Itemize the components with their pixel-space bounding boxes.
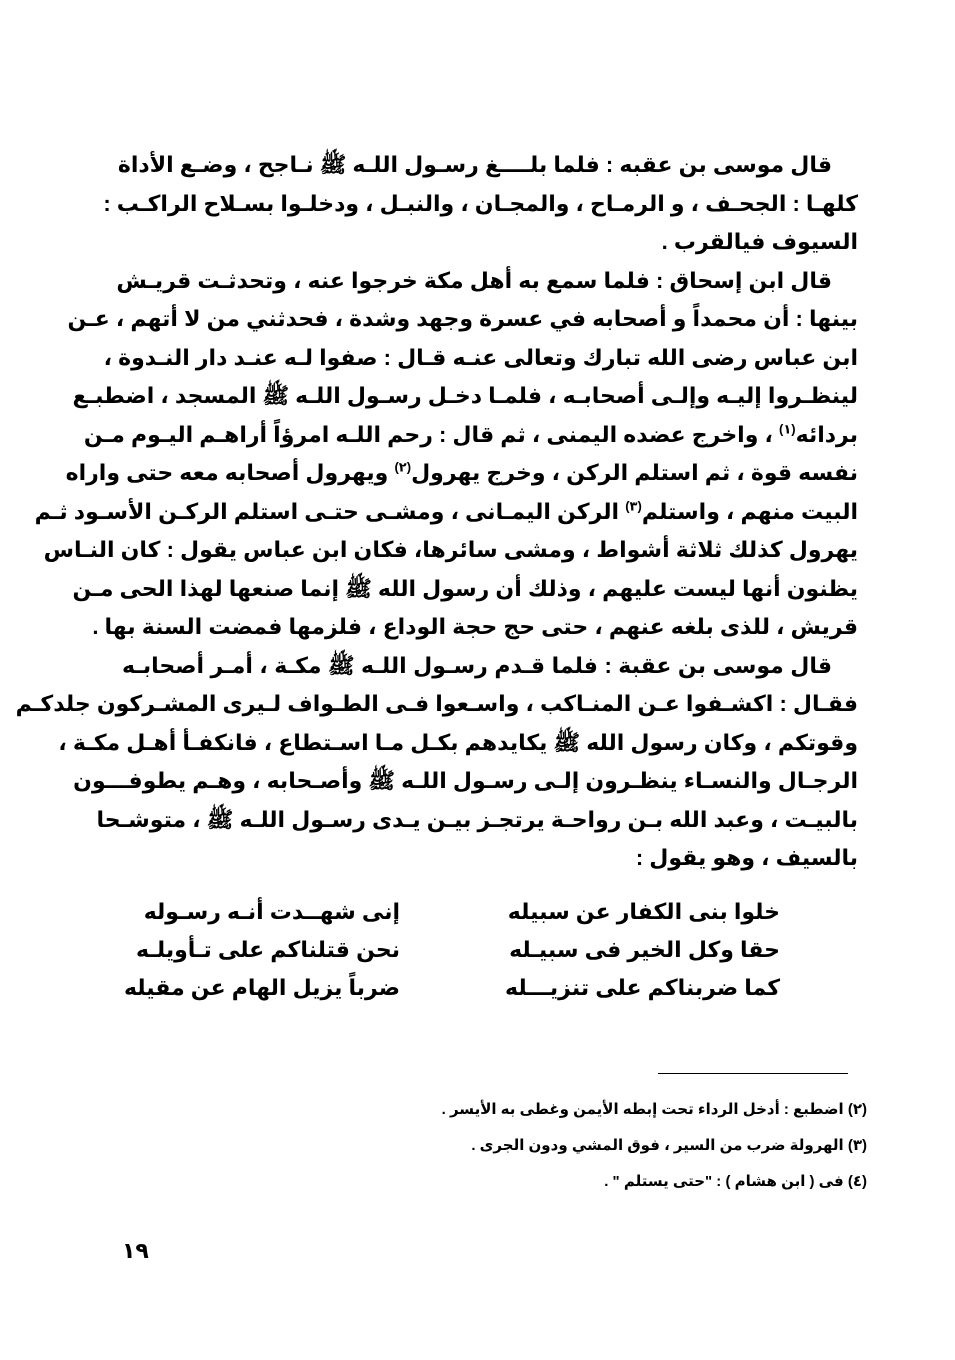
footnote-marker: (١) [778, 421, 796, 437]
body-line: يهرول كذلك ثلاثة أشواط ، ومشى سائرها، فكان ابن عباس يقول : كان النـاس [43, 537, 858, 562]
body-line: بينها : أن محمداً و أصحابه في عسرة وجهد وشدة ، فحدثني من لا أتهم ، عـن [67, 306, 858, 331]
footnote-marker: (٣) [625, 498, 642, 514]
footnotes [267, 1092, 867, 1200]
verse-first-hemistich: خلوا بنى الكفار عن سبيله [507, 899, 780, 924]
body-line: كلهـا : الجحـف ، و الرمـاح ، والمجـان ، والنبـل ، ودخلـوا بسـلاح الراكـب : [103, 190, 858, 216]
body-line: الرجـال والنسـاء ينظـرون إلـى رسـول اللـه ﷺ وأصـحابه ، وهـم يطوفـــون [73, 768, 858, 793]
verse-first-hemistich: كما ضربناكم على تنزيـــله [505, 975, 780, 1000]
body-line: قال موسى بن عقبه : فلما بلــــغ رسـول اللـه ﷺ نـاجح ، وضـع الأداة [117, 152, 832, 177]
body-line: فقـال : اكشـفوا عـن المنـاكب ، واسـعوا فـى الطـواف لـيرى المشـركون جلدكـم [15, 691, 858, 716]
body-line: قال موسى بن عقبة : فلما قـدم رسـول اللـه ﷺ مكـة ، أمـر أصحابـه [122, 652, 832, 678]
verse-line [123, 969, 780, 1007]
page-number: ١٩ [122, 1238, 149, 1263]
footnote-divider [658, 1073, 848, 1074]
body-line: قال ابن إسحاق : فلما سمع به أهل مكة خرجوا عنه ، وتحدثـت قريـش [116, 267, 832, 293]
footnote-marker: (٢) [394, 459, 412, 475]
verse-second-hemistich: ضرباً يزيل الهام عن مقيله [123, 975, 400, 1000]
verse-first-hemistich: حقا وكل الخير فى سبيـله [509, 937, 780, 962]
body-line: وقوتكم ، وكان رسول الله ﷺ يكايدهم بكـل مـا اسـتطاع ، فانكفـأ أهـل مكـة ، [58, 729, 858, 755]
poem-verses [123, 893, 780, 1007]
verse-line [136, 931, 780, 969]
verse-second-hemistich: إنى شهــدت أنـه رسـوله [143, 899, 400, 924]
body-line: قريش ، للذى بلغه عنهم ، حتى حج حجة الوداع ، فلزمها فمضت السنة بها . [92, 614, 858, 639]
footnote: (٤) فى ( ابن هشام ) : "حتى يستلم " . [604, 1173, 867, 1190]
body-line: نفسه قوة ، ثم استلم الركن ، وخرج يهرول$^{(٢)}$ ويهرول أصحابه معه حتى واراه [65, 459, 858, 485]
body-line: السيوف فيالقرب . [661, 229, 858, 254]
verse-line [143, 893, 780, 931]
body-line: ابن عباس رضى الله تبارك وتعالى عنـه قـال : صفوا لـه عنـد دار النـدوة ، [103, 344, 858, 370]
body-line: لينظـروا إليـه وإلـى أصحابـه ، فلمـا دخـل رسـول اللـه ﷺ المسجد ، اضطبـع [72, 383, 858, 408]
body-line: يظنون أنها ليست عليهم ، وذلك أن رسول الله ﷺ إنما صنعها لهذا الحى مـن [72, 575, 858, 601]
body-line: بالسيف ، وهو يقول : [635, 845, 858, 870]
body-line: بردائه$^{(١)}$ ، واخرج عضده اليمنى ، ثم قال : رحم اللـه امرؤاً أراهـم اليـوم مـن [83, 421, 858, 447]
footnote: (٢) اضطبع : أدخل الرداء تحت إبطه الأيمن وغطى به الأيسر . [441, 1101, 867, 1118]
footnote: (٣) الهرولة ضرب من السير ، فوق المشي ودون الجرى . [471, 1137, 867, 1154]
verse-second-hemistich: نحن قتلناكم على تـأويلـه [136, 937, 400, 962]
body-text [15, 146, 858, 878]
body-line: البيت منهم ، واستلم$^{(٣)}$ الركن اليمـانى ، ومشـى حتـى استلم الركـن الأسـود ثـم [34, 498, 858, 524]
body-line: بالبيـت ، وعبد الله بـن رواحـة يرتجـز بيـن يـدى رسـول اللـه ﷺ ، متوشـحا [96, 806, 858, 832]
